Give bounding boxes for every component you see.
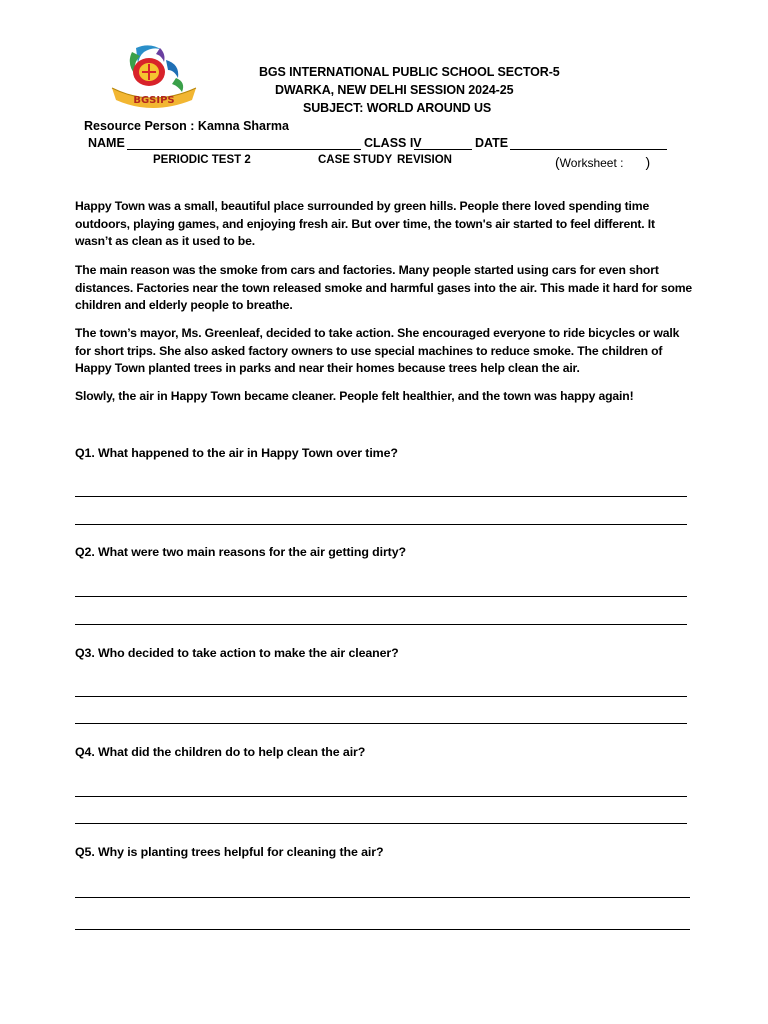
date-label: DATE (475, 136, 509, 150)
periodic-test-label: PERIODIC TEST 2 (153, 154, 251, 166)
case-study-label: CASE STUDY (318, 154, 393, 166)
question-1: Q1. What happened to the air in Happy Town over time? (75, 446, 398, 460)
answer-line[interactable] (75, 696, 687, 697)
worksheet-open-paren: ( (555, 154, 560, 170)
passage-paragraph: Slowly, the air in Happy Town became cleaner. People felt healthier, and the town was happy again! (75, 389, 634, 403)
passage-paragraph: The main reason was the smoke from cars and factories. Many people started using cars for even short distances. Factories near the town released smoke and harmful gases into the air. This made it hard for some children and elderly people to breathe. (75, 263, 693, 313)
date-field[interactable] (510, 136, 667, 150)
answer-line[interactable] (75, 823, 687, 824)
answer-line[interactable] (75, 723, 687, 724)
passage-paragraph: Happy Town was a small, beautiful place surrounded by green hills. People there loved spending time outdoors, playing games, and enjoying fresh air. But over time, the town's air started to feel different. It wasn’t as clean as it used to be. (75, 199, 655, 249)
revision-label: REVISION (397, 154, 452, 166)
class-label: CLASS IV (364, 136, 422, 150)
worksheet-close-paren: ) (645, 154, 651, 170)
class-field[interactable] (414, 136, 472, 150)
answer-line[interactable] (75, 897, 690, 898)
passage-paragraph: The town’s mayor, Ms. Greenleaf, decided to take action. She encouraged everyone to ride bicycles or walk for short trips. She also asked factory owners to use special machines to reduce smoke. The children of Happy Town planted trees in parks and near their homes because trees help clean the air. (75, 326, 680, 376)
subject-line: SUBJECT: WORLD AROUND US (303, 101, 492, 115)
worksheet-label (555, 154, 650, 170)
question-5: Q5. Why is planting trees helpful for cleaning the air? (75, 845, 384, 859)
answer-line[interactable] (75, 796, 687, 797)
answer-line[interactable] (75, 929, 690, 930)
answer-line[interactable] (75, 596, 687, 597)
question-2: Q2. What were two main reasons for the air getting dirty? (75, 545, 406, 559)
school-name: BGS INTERNATIONAL PUBLIC SCHOOL SECTOR-5 (259, 65, 560, 79)
question-3: Q3. Who decided to take action to make the air cleaner? (75, 646, 399, 660)
resource-person: Resource Person : Kamna Sharma (84, 119, 289, 133)
name-field[interactable] (127, 136, 361, 150)
svg-text:BGSIPS: BGSIPS (133, 95, 175, 106)
name-label: NAME (88, 136, 125, 150)
session-line: DWARKA, NEW DELHI SESSION 2024-25 (275, 83, 514, 97)
question-4: Q4. What did the children do to help clean the air? (75, 745, 366, 759)
answer-line[interactable] (75, 524, 687, 525)
answer-line[interactable] (75, 624, 687, 625)
worksheet-text: Worksheet : (559, 156, 624, 170)
answer-line[interactable] (75, 496, 687, 497)
school-logo (106, 42, 200, 114)
